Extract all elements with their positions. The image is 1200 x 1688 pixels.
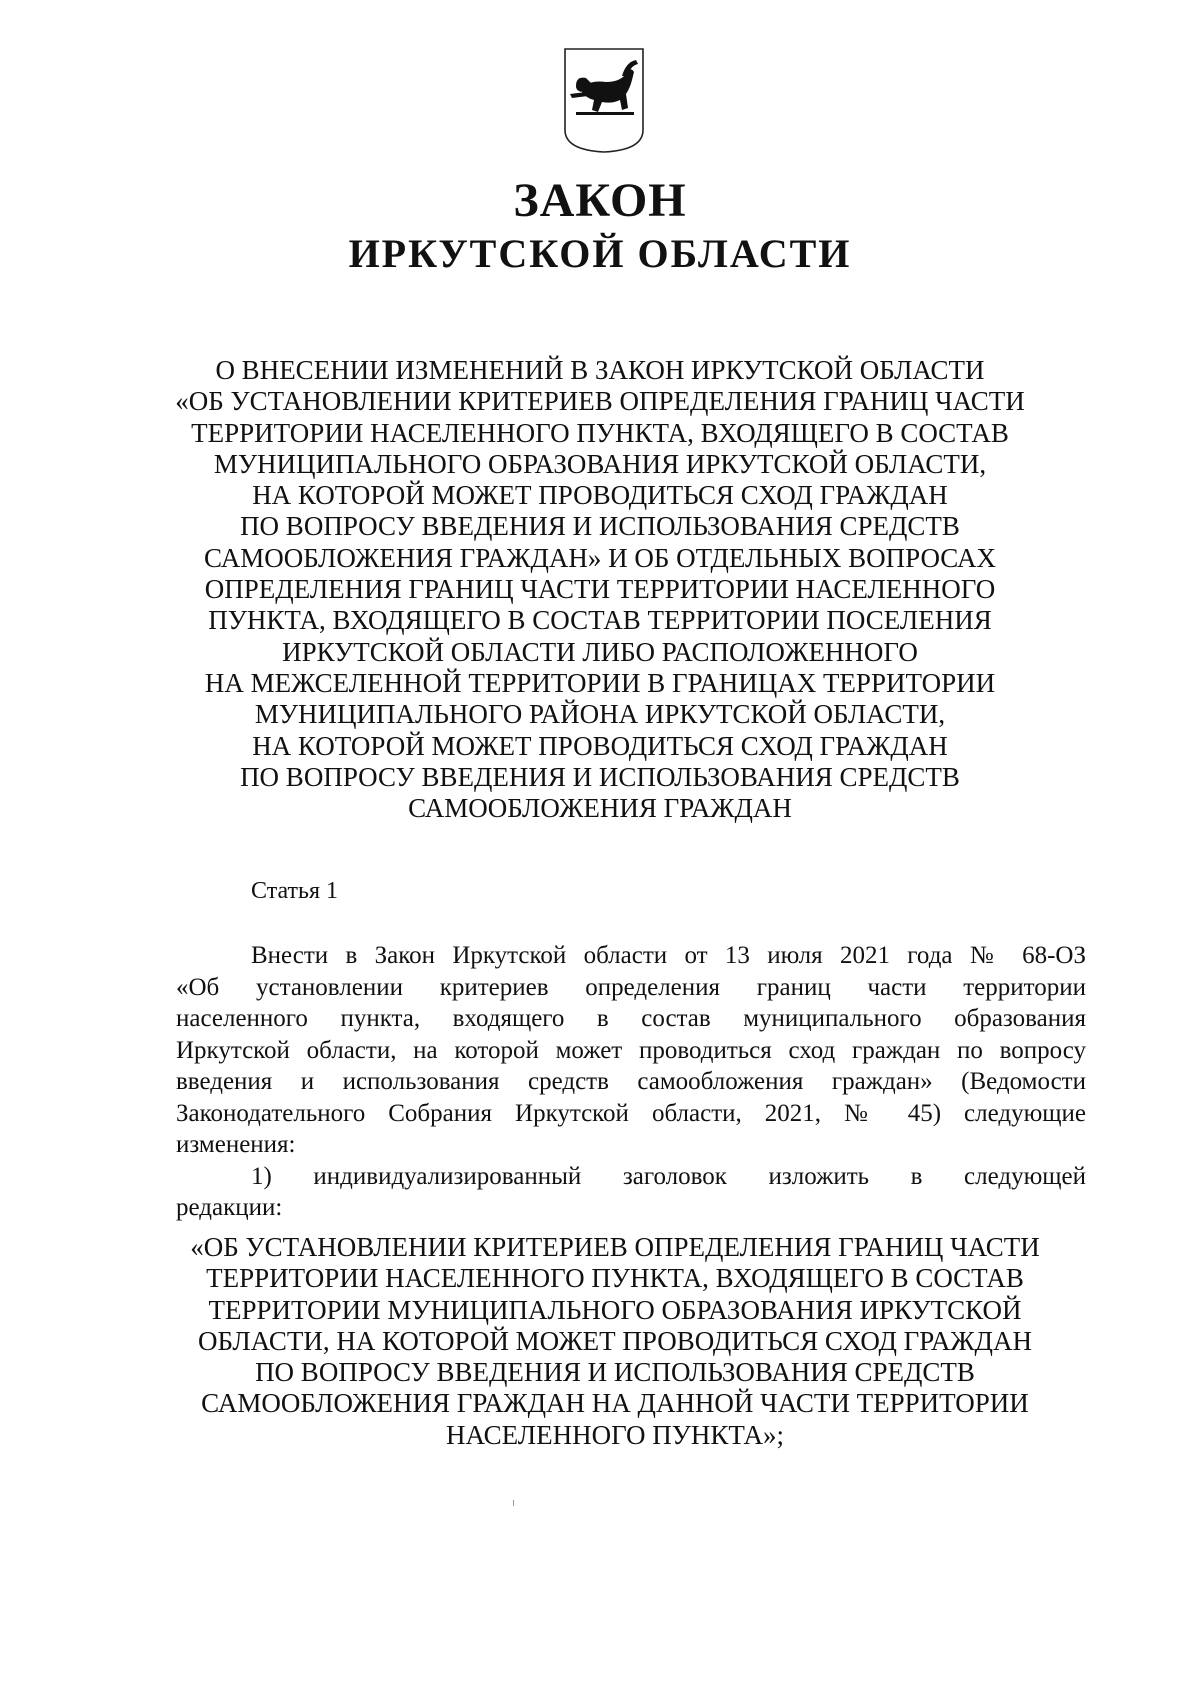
quoted-title-line: «ОБ УСТАНОВЛЕНИИ КРИТЕРИЕВ ОПРЕДЕЛЕНИЯ ГРАНИЦ ЧАСТИ [190, 1232, 1040, 1262]
babr-figure [570, 60, 638, 115]
region-heading: ИРКУТСКОЙ ОБЛАСТИ [348, 231, 852, 276]
law-heading: ЗАКОН [513, 174, 687, 227]
title-line: САМООБЛОЖЕНИЯ ГРАЖДАН [408, 793, 792, 824]
title-line: САМООБЛОЖЕНИЯ ГРАЖДАН» И ОБ ОТДЕЛЬНЫХ ВОПРОСАХ [204, 542, 996, 573]
title-line: МУНИЦИПАЛЬНОГО ОБРАЗОВАНИЯ ИРКУТСКОЙ ОБЛАСТИ, [213, 448, 987, 479]
title-line: ИРКУТСКОЙ ОБЛАСТИ ЛИБО РАСПОЛОЖЕННОГО [282, 636, 918, 667]
quoted-title-line: ПО ВОПРОСУ ВВЕДЕНИЯ И ИСПОЛЬЗОВАНИЯ СРЕДСТВ [255, 1357, 975, 1388]
quoted-title-line: ОБЛАСТИ, НА КОТОРОЙ МОЖЕТ ПРОВОДИТЬСЯ СХОД ГРАЖДАН [198, 1325, 1032, 1356]
title-line: ТЕРРИТОРИИ НАСЕЛЕННОГО ПУНКТА, ВХОДЯЩЕГО В СОСТАВ [191, 417, 1009, 448]
quoted-title [150, 1232, 1080, 1451]
paragraph-line: введения и использования средств самообложения граждан» (Ведомости [176, 1068, 1086, 1095]
quoted-title-line: ТЕРРИТОРИИ МУНИЦИПАЛЬНОГО ОБРАЗОВАНИЯ ИРКУТСКОЙ [208, 1294, 1022, 1325]
title-line: ПО ВОПРОСУ ВВЕДЕНИЯ И ИСПОЛЬЗОВАНИЯ СРЕДСТВ [240, 511, 960, 542]
paragraph-line: населенного пункта, входящего в состав муниципального образования [176, 1005, 1086, 1032]
title-line: НА КОТОРОЙ МОЖЕТ ПРОВОДИТЬСЯ СХОД ГРАЖДАН [252, 730, 948, 761]
item-line: 1) индивидуализированный заголовок изложить в следующей [251, 1162, 1086, 1190]
title-line: НА МЕЖСЕЛЕННОЙ ТЕРРИТОРИИ В ГРАНИЦАХ ТЕРРИТОРИИ [204, 667, 996, 698]
title-line: О ВНЕСЕНИИ ИЗМЕНЕНИЙ В ЗАКОН ИРКУТСКОЙ ОБЛАСТИ [215, 355, 985, 385]
title-line: ПУНКТА, ВХОДЯЩЕГО В СОСТАВ ТЕРРИТОРИИ ПОСЕЛЕНИЯ [208, 605, 992, 636]
quoted-title-line: ТЕРРИТОРИИ НАСЕЛЕННОГО ПУНКТА, ВХОДЯЩЕГО В СОСТАВ [206, 1263, 1024, 1294]
paragraph-line: Внести в Закон Иркутской области от 13 июля 2021 года № 68-ОЗ [251, 942, 1086, 969]
quoted-title-line: НАСЕЛЕННОГО ПУНКТА»; [445, 1419, 785, 1450]
scan-speck [513, 1500, 514, 1506]
item-line: редакции: [176, 1194, 283, 1221]
title-line: НА КОТОРОЙ МОЖЕТ ПРОВОДИТЬСЯ СХОД ГРАЖДАН [252, 480, 948, 511]
babr-emblem-icon [562, 46, 646, 154]
law-title [150, 355, 1050, 824]
paragraph-line: изменения: [176, 1131, 296, 1158]
title-line: ПО ВОПРОСУ ВВЕДЕНИЯ И ИСПОЛЬЗОВАНИЯ СРЕДСТВ [240, 761, 960, 792]
article-body [176, 940, 1086, 1224]
coat-of-arms-shield [562, 46, 646, 154]
title-line: МУНИЦИПАЛЬНОГО РАЙОНА ИРКУТСКОЙ ОБЛАСТИ, [254, 699, 946, 730]
title-line: ОПРЕДЕЛЕНИЯ ГРАНИЦ ЧАСТИ ТЕРРИТОРИИ НАСЕЛЕННОГО [204, 574, 996, 605]
paragraph-line: «Об установлении критериев определения границ части территории [176, 973, 1086, 1001]
paragraph-line: Иркутской области, на которой может проводиться сход граждан по вопросу [176, 1036, 1086, 1064]
paragraph-line: Законодательного Собрания Иркутской области, 2021, № 45) следующие [176, 1099, 1086, 1127]
article-label: Статья 1 [251, 878, 338, 904]
quoted-title-line: САМООБЛОЖЕНИЯ ГРАЖДАН НА ДАННОЙ ЧАСТИ ТЕРРИТОРИИ [201, 1388, 1029, 1419]
title-line: «ОБ УСТАНОВЛЕНИИ КРИТЕРИЕВ ОПРЕДЕЛЕНИЯ ГРАНИЦ ЧАСТИ [175, 386, 1025, 417]
